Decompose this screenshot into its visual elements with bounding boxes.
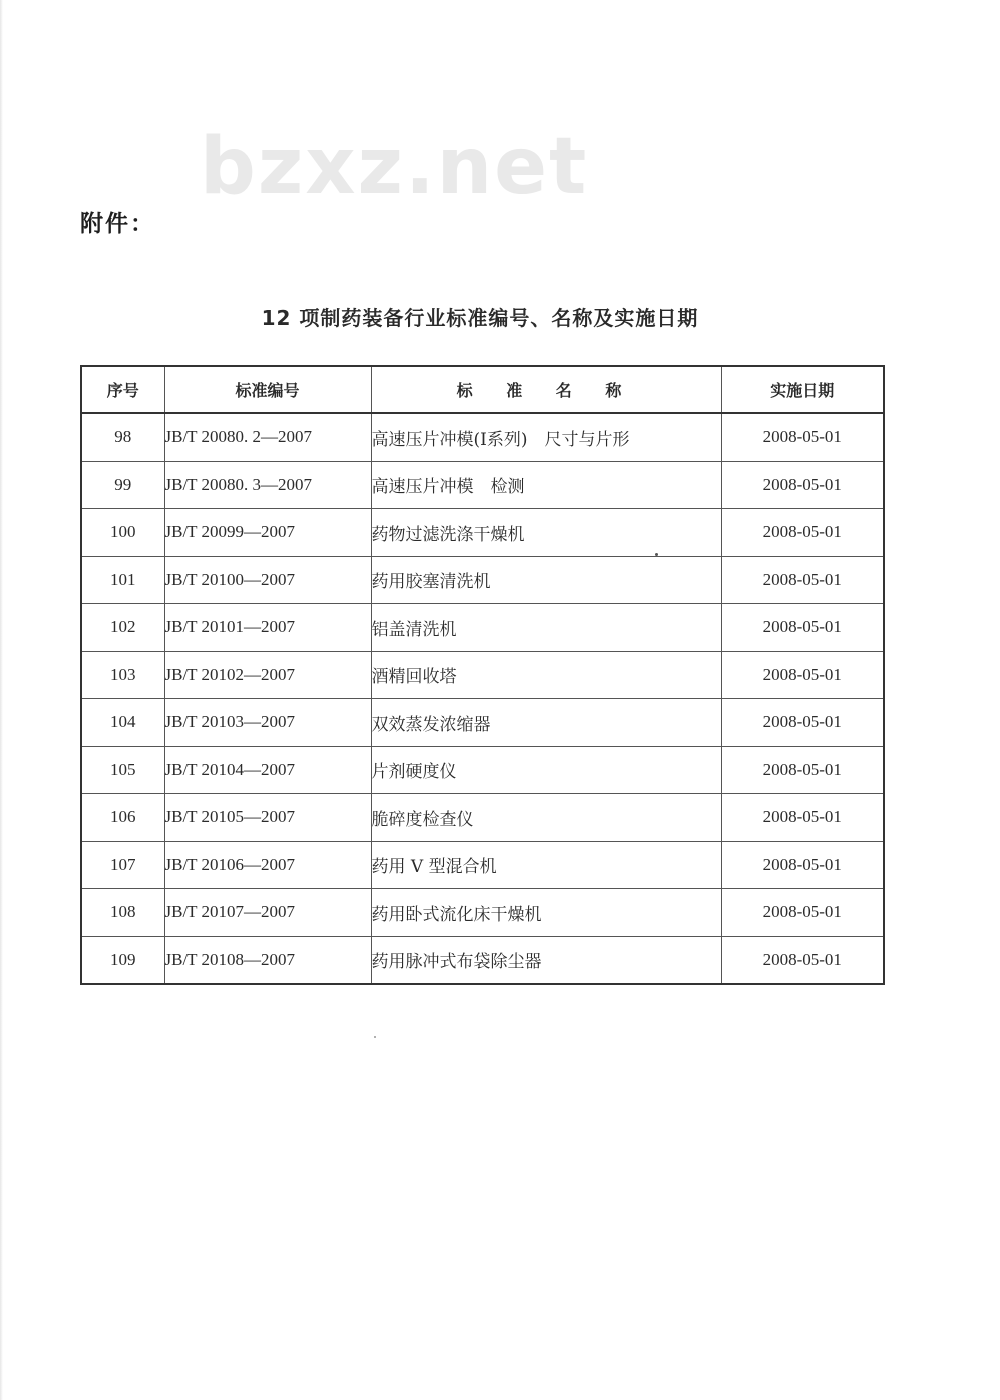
table-row [81,699,884,747]
cell-seq: 106 [81,794,164,842]
cell-seq: 107 [81,841,164,889]
cell-name: 高速压片冲模 检测 [371,461,721,509]
cell-date: 2008-05-01 [721,889,884,937]
table-row [81,413,884,461]
cell-code: JB/T 20080. 3—2007 [164,461,371,509]
cell-code: JB/T 20103—2007 [164,699,371,747]
cell-name: 铝盖清洗机 [371,604,721,652]
cell-name: 片剂硬度仪 [371,746,721,794]
table-row [81,936,884,984]
document-title: 12 项制药装备行业标准编号、名称及实施日期 [261,306,699,330]
cell-seq: 105 [81,746,164,794]
watermark: bzxz.net [200,122,589,212]
cell-seq: 99 [81,461,164,509]
cell-name: 药物过滤洗涤干燥机 [371,509,721,557]
cell-name: 药用脉冲式布袋除尘器 [371,936,721,984]
cell-name: 药用胶塞清洗机 [371,556,721,604]
cell-date: 2008-05-01 [721,604,884,652]
header-code: 标准编号 [164,366,371,413]
cell-date: 2008-05-01 [721,794,884,842]
attachment-label: 附件： [80,211,155,237]
cell-code: JB/T 20107—2007 [164,889,371,937]
cell-code: JB/T 20101—2007 [164,604,371,652]
cell-date: 2008-05-01 [721,746,884,794]
table-row [81,889,884,937]
cell-code: JB/T 20108—2007 [164,936,371,984]
cell-date: 2008-05-01 [721,509,884,557]
cell-date: 2008-05-01 [721,841,884,889]
table-header-row [81,366,884,413]
scan-speck [655,553,658,556]
cell-date: 2008-05-01 [721,461,884,509]
cell-date: 2008-05-01 [721,936,884,984]
cell-name: 药用卧式流化床干燥机 [371,889,721,937]
table-row [81,794,884,842]
cell-seq: 98 [81,413,164,461]
scan-speck [374,1036,376,1038]
cell-name: 高速压片冲模(Ⅰ系列) 尺寸与片形 [371,413,721,461]
cell-code: JB/T 20080. 2—2007 [164,413,371,461]
cell-seq: 101 [81,556,164,604]
page-scan-edge [0,0,3,1400]
cell-code: JB/T 20106—2007 [164,841,371,889]
cell-date: 2008-05-01 [721,556,884,604]
cell-date: 2008-05-01 [721,413,884,461]
header-date: 实施日期 [721,366,884,413]
cell-seq: 109 [81,936,164,984]
cell-seq: 100 [81,509,164,557]
cell-name: 脆碎度检查仪 [371,794,721,842]
cell-code: JB/T 20102—2007 [164,651,371,699]
cell-seq: 104 [81,699,164,747]
cell-name: 酒精回收塔 [371,651,721,699]
table-row [81,841,884,889]
cell-name: 药用 V 型混合机 [371,841,721,889]
cell-date: 2008-05-01 [721,651,884,699]
header-name: 标 准 名 称 [371,366,721,413]
cell-seq: 102 [81,604,164,652]
table-row [81,604,884,652]
cell-code: JB/T 20105—2007 [164,794,371,842]
standards-table [80,365,885,985]
table-row [81,509,884,557]
cell-name: 双效蒸发浓缩器 [371,699,721,747]
table-row [81,651,884,699]
cell-code: JB/T 20099—2007 [164,509,371,557]
cell-date: 2008-05-01 [721,699,884,747]
cell-code: JB/T 20100—2007 [164,556,371,604]
header-seq: 序号 [81,366,164,413]
cell-seq: 103 [81,651,164,699]
cell-code: JB/T 20104—2007 [164,746,371,794]
table-row [81,746,884,794]
table-row [81,556,884,604]
cell-seq: 108 [81,889,164,937]
table-row [81,461,884,509]
